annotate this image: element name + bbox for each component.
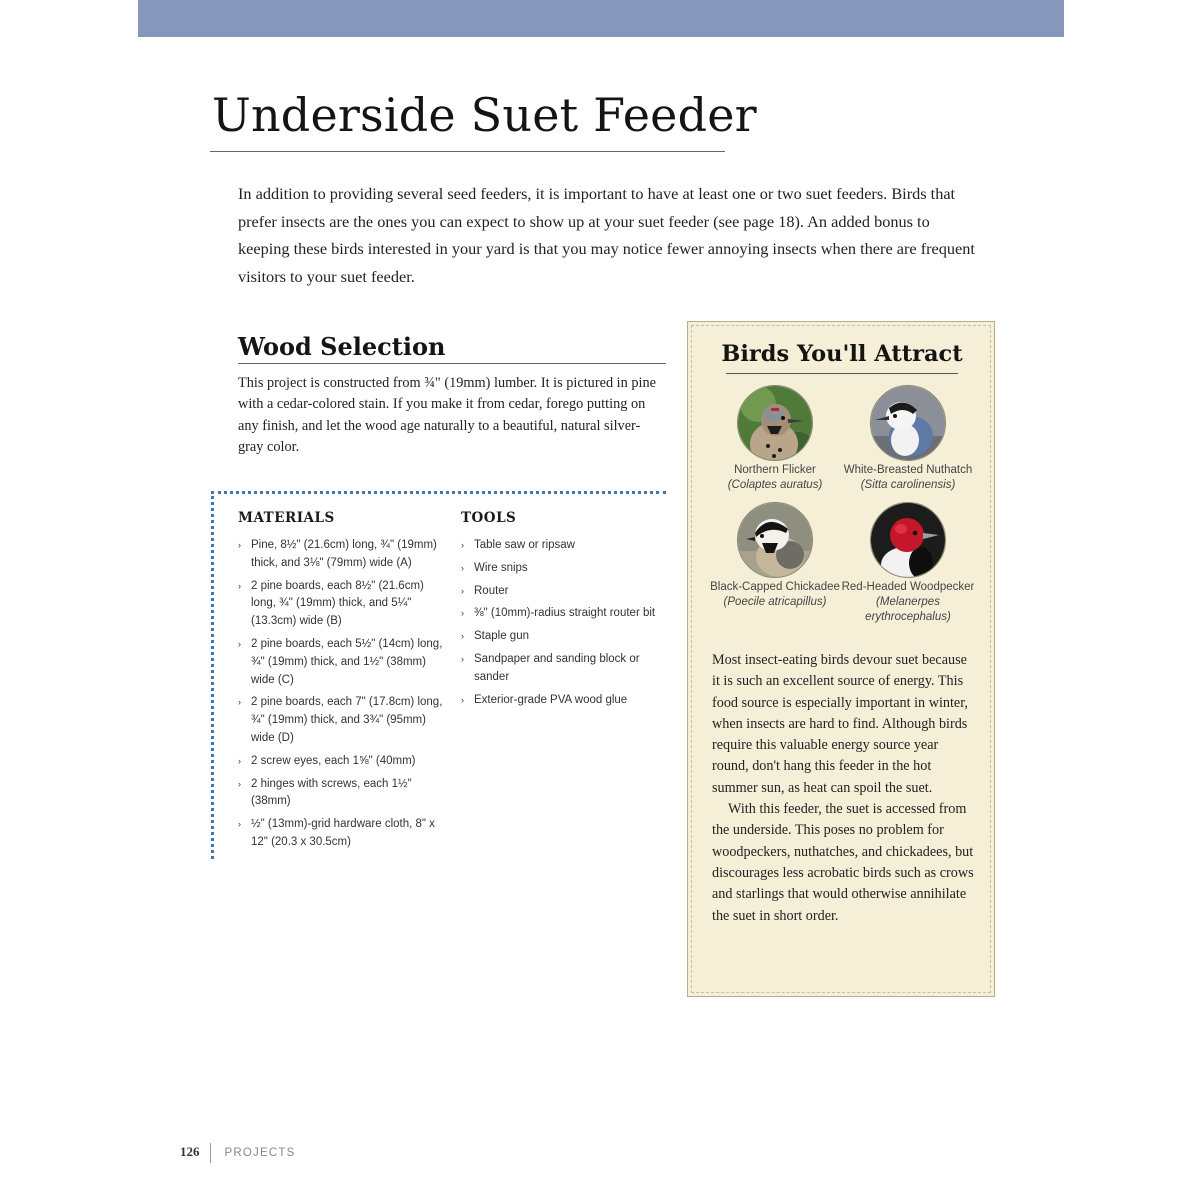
red-headed-woodpecker-image (871, 503, 946, 578)
bird-scientific-name: (Poecile atricapillus) (723, 596, 827, 608)
tools-list (461, 537, 673, 714)
top-color-band (138, 0, 1064, 37)
list-item: › 2 screw eyes, each 1⅝" (40mm) (238, 753, 448, 771)
bullet-icon: › (238, 638, 241, 649)
red-headed-woodpecker-photo (870, 502, 946, 578)
bullet-icon: › (461, 631, 464, 642)
list-item: › Router (461, 583, 673, 601)
northern-flicker-image (738, 386, 813, 461)
black-capped-chickadee-photo (737, 502, 813, 578)
bullet-icon: › (238, 778, 241, 789)
footer-divider (210, 1143, 211, 1163)
bullet-icon: › (238, 755, 241, 766)
page-number: 126 (180, 1144, 200, 1160)
bird-common-name: Red-Headed Woodpecker (841, 581, 975, 593)
list-item: › 2 pine boards, each 7" (17.8cm) long, ¾" (19mm) thick, and 3¾" (95mm) wide (D) (238, 696, 443, 744)
list-item: › Pine, 8½" (21.6cm) long, ¾" (19mm) thick, and 3⅛" (79mm) wide (A) (238, 539, 437, 569)
materials-list (238, 537, 448, 857)
materials-dotted-border-top (211, 491, 666, 494)
bullet-icon: › (238, 697, 241, 708)
bird-scientific-name: (Melanerpes erythrocephalus) (865, 596, 951, 623)
list-item: › Exterior-grade PVA wood glue (461, 692, 673, 710)
materials-heading: MATERIALS (238, 510, 335, 526)
white-breasted-nuthatch-image (871, 386, 946, 461)
white-breasted-nuthatch-photo (870, 385, 946, 461)
bird-scientific-name: (Sitta carolinensis) (860, 479, 956, 491)
sidebar-title: Birds You'll Attract (721, 341, 963, 367)
bird-red-headed-woodpecker (833, 502, 983, 625)
list-item: › ⅜" (10mm)-radius straight router bit (461, 605, 673, 623)
bullet-icon: › (461, 653, 464, 664)
sidebar-paragraph: Most insect-eating birds devour suet because it is such an excellent source of energy. This food source is especially important in winter, when insects are hard to find. Although birds require this valuable energy source year round, don't hang this feeder in the hot summer sun, as heat can spoil the suet. (712, 652, 968, 796)
bullet-icon: › (461, 694, 464, 705)
bullet-icon: › (461, 608, 464, 619)
list-item: › Sandpaper and sanding block or sander (461, 652, 640, 683)
page-footer (180, 1143, 295, 1163)
bullet-icon: › (461, 562, 464, 573)
bird-northern-flicker (700, 385, 850, 493)
bullet-icon: › (461, 540, 464, 550)
list-item: › ½" (13mm)-grid hardware cloth, 8" x 12" (20.3 x 30.5cm) (238, 818, 435, 848)
bird-common-name: Northern Flicker (734, 464, 816, 476)
materials-dotted-border-left (211, 491, 214, 859)
sidebar-paragraph: With this feeder, the suet is accessed from the underside. This poses no problem for woodpeckers, nuthatches, and chickadees, but discourages less acrobatic birds such as crows and starlings that would otherwise annihilate the suet in short order. (712, 801, 974, 924)
list-item: › 2 pine boards, each 5½" (14cm) long, ¾" (19mm) thick, and 1½" (38mm) wide (C) (238, 637, 443, 686)
page-title: Underside Suet Feeder (212, 88, 757, 142)
sidebar-body (712, 650, 974, 927)
bird-common-name: White-Breasted Nuthatch (843, 464, 973, 476)
title-rule (210, 151, 725, 152)
sidebar-title-rule (726, 373, 958, 374)
bird-common-name: Black-Capped Chickadee (710, 581, 840, 593)
list-item: › Table saw or ripsaw (461, 537, 673, 555)
list-item: › 2 pine boards, each 8½" (21.6cm) long, ¾" (19mm) thick, and 5¼" (13.3cm) wide (B) (238, 579, 424, 628)
black-capped-chickadee-image (738, 503, 813, 578)
list-item: › Staple gun (461, 628, 673, 646)
bullet-icon: › (238, 540, 241, 550)
bird-black-capped-chickadee (700, 502, 850, 610)
list-item: › 2 hinges with screws, each 1½" (38mm) (238, 777, 412, 808)
footer-section-label: PROJECTS (224, 1147, 296, 1160)
tools-heading: TOOLS (461, 510, 517, 526)
intro-paragraph: In addition to providing several seed feeders, it is important to have at least one or two suet feeders. Birds that prefer insects are the ones you can expect to show up at your suet feeder (see page 18). An added bonus to keeping these birds interested in your yard is that you may notice fewer annoying insects when there are frequent visitors to your suet feeder. (238, 184, 975, 286)
bullet-icon: › (461, 585, 464, 596)
bullet-icon: › (238, 819, 241, 830)
birds-sidebar (687, 321, 995, 997)
bird-scientific-name: (Colaptes auratus) (727, 479, 823, 491)
list-item: › Wire snips (461, 560, 673, 578)
bullet-icon: › (238, 580, 241, 591)
northern-flicker-photo (737, 385, 813, 461)
wood-selection-text: This project is constructed from ¾" (19mm) lumber. It is pictured in pine with a cedar-colored stain. If you make it from cedar, forego putting on any finish, and let the wood age naturally to a beautiful, natural silver-gray color. (238, 375, 656, 455)
wood-selection-rule (238, 363, 666, 364)
bird-white-breasted-nuthatch (833, 385, 983, 493)
wood-selection-title: Wood Selection (238, 332, 446, 361)
